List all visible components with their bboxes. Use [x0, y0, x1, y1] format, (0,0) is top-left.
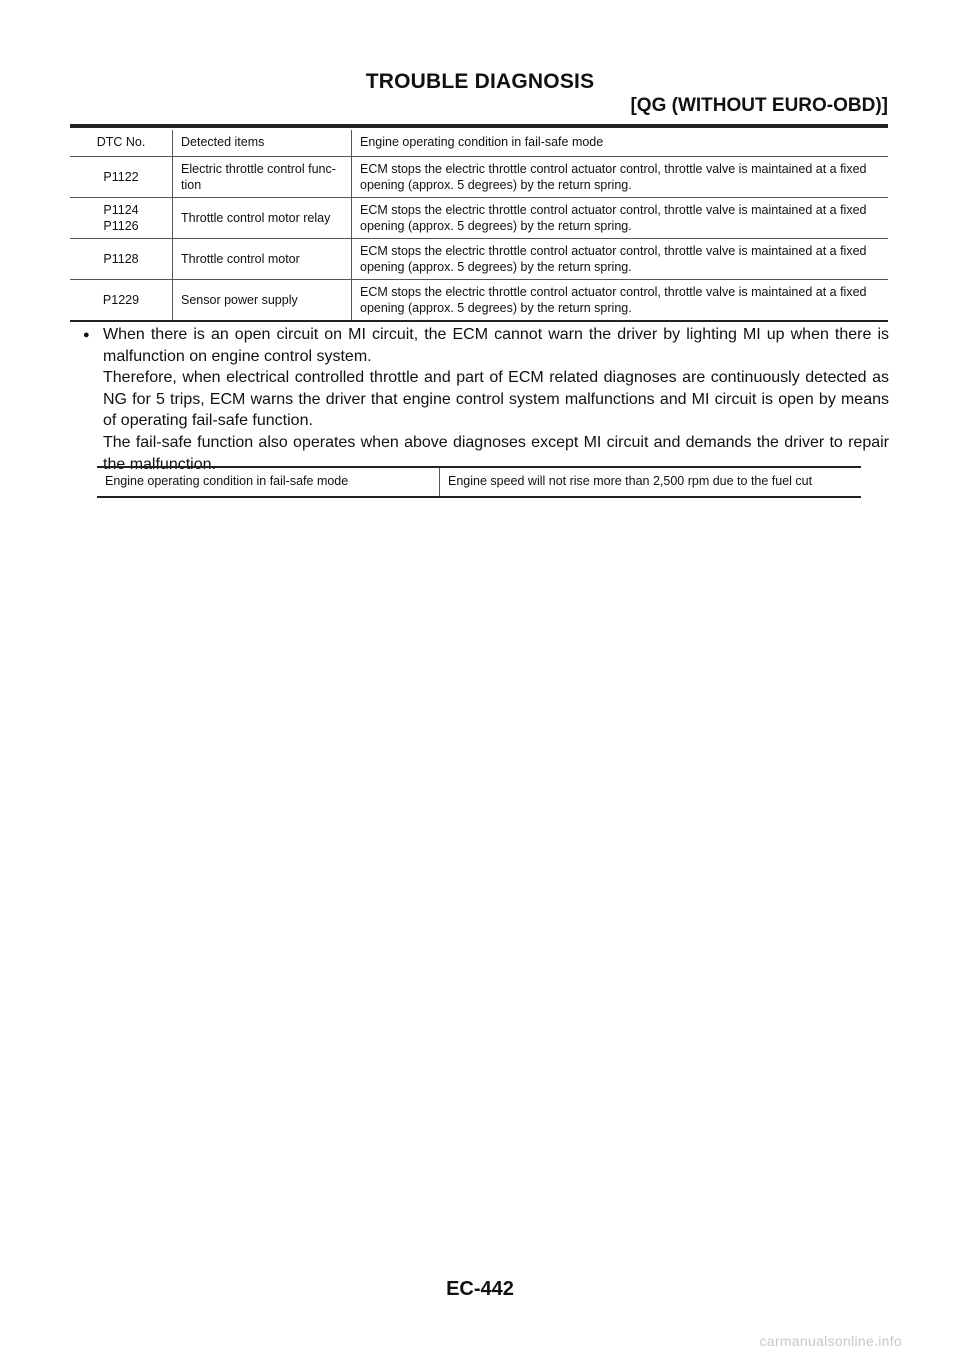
dtc-code-cell: P1128	[70, 239, 173, 280]
detected-items-column-header: Detected items	[173, 130, 352, 157]
table-row	[70, 280, 888, 322]
bullet-paragraph: Therefore, when electrical controlled throttle and part of ECM related diagnoses are continuously detected as NG for 5 trips, ECM warns the driver that engine control system malfunctions and MI circuit is open by means of operating fail-safe function.	[103, 369, 889, 430]
dtc-code-cell: P1122	[70, 157, 173, 198]
detected-item-cell: Throttle control motor relay	[173, 198, 352, 239]
bullet-item	[83, 324, 889, 475]
table-row	[70, 198, 888, 239]
failsafe-label-cell: Engine operating condition in fail-safe mode	[97, 467, 440, 497]
condition-cell: ECM stops the electric throttle control actuator control, throttle valve is maintained at a fixed opening (approx. 5 degrees) by the return spring.	[352, 239, 889, 280]
header-rule	[70, 124, 888, 128]
table-row	[97, 467, 861, 497]
dtc-column-header: DTC No.	[70, 130, 173, 157]
bullet-icon: ●	[83, 329, 90, 341]
dtc-code-cell: P1229	[70, 280, 173, 322]
condition-cell: ECM stops the electric throttle control actuator control, throttle valve is maintained at a fixed opening (approx. 5 degrees) by the return spring.	[352, 280, 889, 322]
condition-column-header: Engine operating condition in fail-safe mode	[352, 130, 889, 157]
mi-circuit-note	[83, 324, 889, 475]
condition-cell: ECM stops the electric throttle control actuator control, throttle valve is maintained at a fixed opening (approx. 5 degrees) by the return spring.	[352, 157, 889, 198]
bullet-paragraph: The fail-safe function also operates when above diagnoses except MI circuit and demands the driver to repair the malfunction.	[103, 433, 889, 473]
watermark: carmanualsonline.info	[759, 1333, 902, 1349]
dtc-code-cell: P1124 P1126	[70, 198, 173, 239]
page-subtitle: [QG (WITHOUT EURO-OBD)]	[630, 95, 888, 116]
failsafe-value-cell: Engine speed will not rise more than 2,500 rpm due to the fuel cut	[448, 474, 813, 488]
failsafe-table	[97, 466, 861, 498]
table-row	[70, 239, 888, 280]
detected-item-cell: Electric throttle control func- tion	[173, 157, 352, 198]
dtc-table	[70, 130, 888, 322]
bullet-paragraph: When there is an open circuit on MI circuit, the ECM cannot warn the driver by lighting MI up when there is malfunction on engine control system.	[103, 326, 889, 365]
dtc-table-header-row	[70, 130, 888, 157]
page-number: EC-442	[446, 1278, 514, 1300]
detected-item-cell: Throttle control motor	[173, 239, 352, 280]
detected-item-cell: Sensor power supply	[173, 280, 352, 322]
condition-cell: ECM stops the electric throttle control actuator control, throttle valve is maintained at a fixed opening (approx. 5 degrees) by the return spring.	[352, 198, 889, 239]
page-title: TROUBLE DIAGNOSIS	[365, 70, 595, 93]
bullet-text	[103, 324, 889, 475]
table-row	[70, 157, 888, 198]
